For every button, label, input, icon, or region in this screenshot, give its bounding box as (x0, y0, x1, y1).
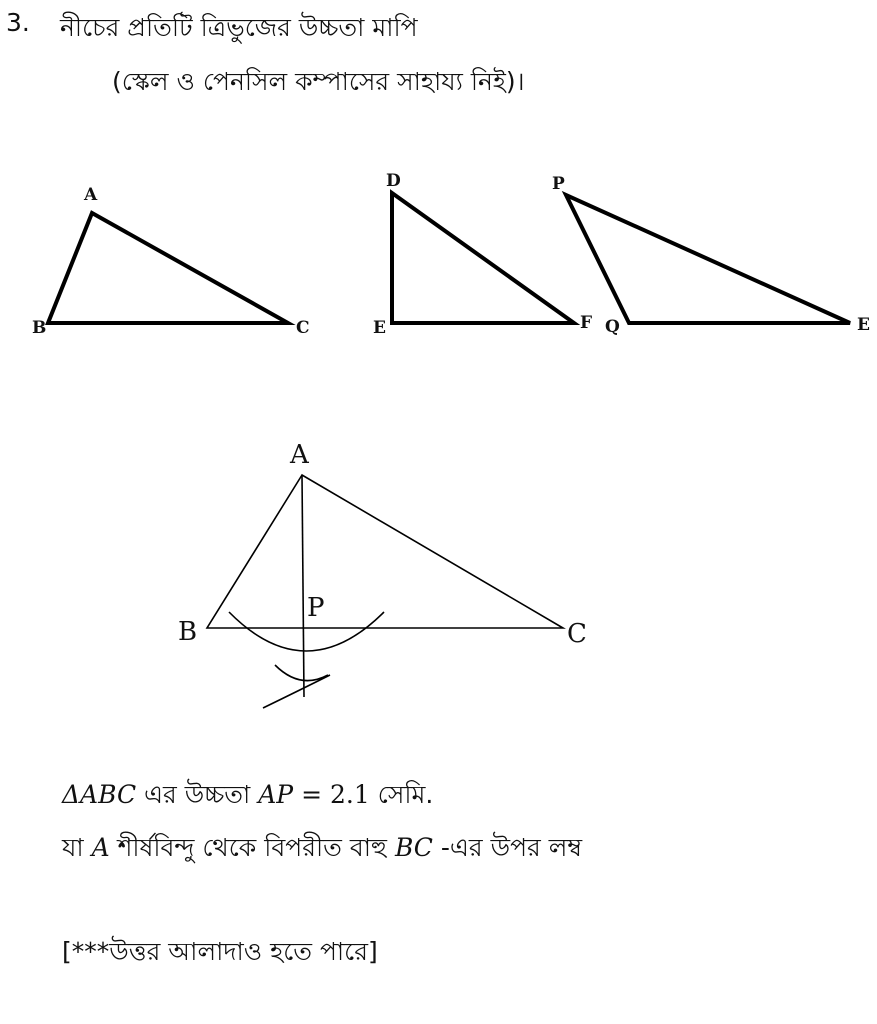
answer-unit: সেমি. (377, 780, 434, 809)
vertex-label-d: D (386, 171, 401, 191)
triangle-pqe (552, 174, 870, 337)
answer-note: [***উত্তর আলাদাও হতে পারে] (62, 937, 378, 966)
altitude-ap (302, 475, 304, 697)
compass-arc-right (263, 675, 330, 708)
construction-label-b: B (178, 617, 198, 647)
vertex-label-p: P (552, 174, 565, 194)
question-number: 3. (6, 8, 30, 37)
triangle-abc-shape (48, 213, 288, 323)
vertex-label-e: E (373, 318, 386, 338)
answer-text-vertex: শীর্ষবিন্দু থেকে বিপরীত বাহু (109, 833, 395, 862)
answer-line-1 (62, 775, 433, 818)
vertex-label-a: A (84, 185, 98, 205)
question-instruction: (স্কেল ও পেনসিল কম্পাসের সাহায্য নিই)। (112, 67, 525, 96)
vertex-label-f: F (580, 313, 593, 333)
triangle-symbol: ΔABC (62, 780, 137, 809)
segment-ap: AP (258, 780, 294, 809)
vertex-a-ref: A (91, 833, 110, 862)
vertex-label-q: Q (605, 317, 620, 337)
side-bc-ref: BC (394, 833, 433, 862)
construction-label-c: C (567, 619, 587, 649)
vertex-label-b: B (32, 318, 47, 338)
answer-line-2 (62, 828, 582, 871)
construction-diagram (178, 440, 587, 708)
answer-text-perpendicular: -এর উপর লম্ব (432, 833, 583, 862)
triangle-pqe-shape (566, 195, 850, 323)
compass-arc-left (275, 665, 328, 681)
construction-label-p: P (307, 593, 325, 623)
triangle-def-shape (392, 193, 574, 323)
triangle-def (373, 171, 592, 338)
answer-text-height: এর উচ্চতা (136, 780, 259, 809)
construction-triangle (207, 475, 563, 628)
answer-text-which: যা (62, 833, 92, 862)
question-text: নীচের প্রতিটি ত্রিভুজের উচ্চতা মাপি (60, 13, 418, 42)
answer-value: = 2.1 (293, 780, 378, 809)
vertex-label-c: C (296, 318, 310, 338)
construction-label-a: A (290, 440, 309, 470)
triangle-abc (32, 185, 310, 338)
vertex-label-e2: E (857, 315, 870, 335)
